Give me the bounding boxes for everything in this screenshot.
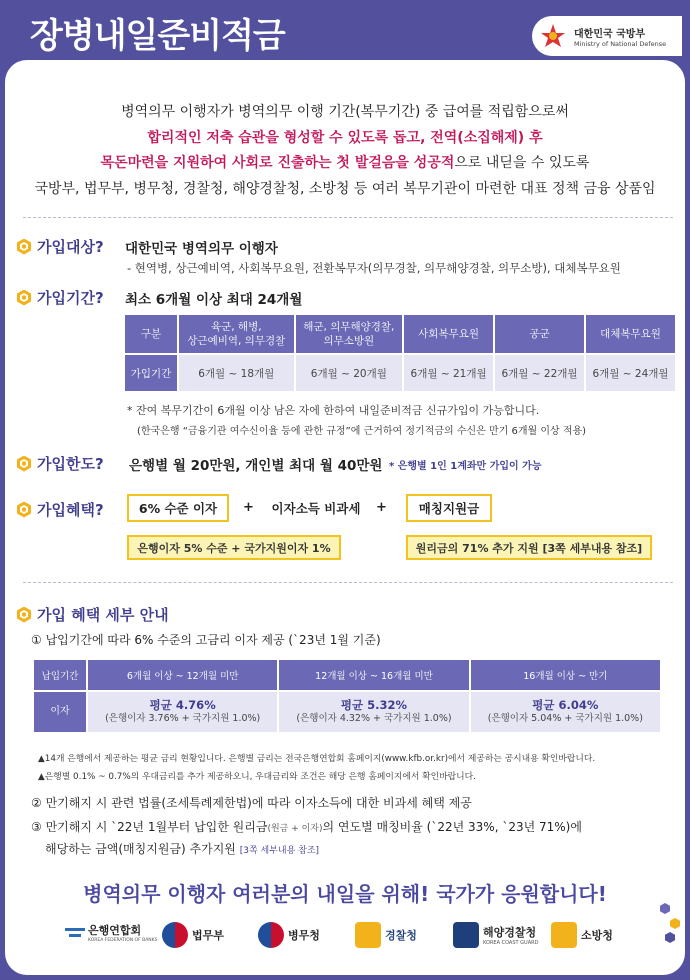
table-cell: 6개월 ~ 18개월 [179, 355, 294, 391]
coastguard-emblem-icon [453, 922, 479, 948]
intro-line-1: 병역의무 이행자가 병역의무 이행 기간(복무기간) 중 급여를 적립함으로써 [121, 104, 569, 120]
limit-note: * 은행별 1인 1계좌만 가입이 가능 [389, 461, 542, 472]
rate-breakdown: (은행이자 3.76% + 국가지원 1.0%) [105, 713, 261, 724]
partner-name: 경찰청 [385, 929, 417, 942]
details-item-3 [31, 818, 582, 835]
content-card [5, 60, 685, 975]
benefit-label: 가입혜택? [37, 501, 104, 519]
intro-line-3-highlight: 목돈마련을 지원하여 사회로 진출하는 첫 발걸음을 성공적 [100, 155, 455, 171]
limit-value: 은행별 월 20만원, 개인별 최대 월 40만원 [129, 458, 383, 474]
police-emblem-icon [355, 922, 381, 948]
eligibility-detail: - 현역병, 상근예비역, 사회복무요원, 전환복무자(의무경찰, 의무해양경찰, 의무소방), 대체복무요원 [127, 261, 621, 275]
benefit-heading [17, 499, 104, 520]
table-header: 납입기간 [34, 660, 86, 690]
ministry-logo [532, 16, 682, 56]
hexagon-bullet-icon [17, 290, 31, 306]
hexagon-bullet-icon [17, 456, 31, 472]
taegeuk-icon [258, 922, 284, 948]
details-item-2: ② 만기해지 시 관련 법률(조세특례제한법)에 따라 이자소득에 대한 비과세 혜택 제공 [31, 796, 472, 810]
table-row-label: 이자 [34, 692, 86, 732]
table-cell: 6개월 ~ 22개월 [495, 355, 584, 391]
period-value: 최소 6개월 이상 최대 24개월 [125, 292, 303, 308]
table-cell: 6개월 ~ 21개월 [404, 355, 493, 391]
avg-rate: 평균 5.32% [340, 698, 408, 712]
table-header: 육군, 해병, 상근예비역, 의무경찰 [179, 315, 294, 353]
table-row [34, 692, 660, 732]
avg-rate: 평균 4.76% [149, 698, 216, 712]
partner-name: 해양경찰청 [483, 926, 537, 939]
partner-name: 병무청 [288, 929, 320, 942]
partner-moj [162, 922, 224, 948]
rate-breakdown: (은행이자 5.04% + 국가지원 1.0%) [487, 713, 643, 724]
intro-line-4: 국방부, 법무부, 병무청, 경찰청, 해양경찰청, 소방청 등 여러 복무기관이 마련한 대표 정책 금융 상품임 [34, 180, 656, 197]
rate-breakdown: (은행이자 4.32% + 국가지원 1.0%) [296, 713, 452, 724]
ministry-name-en: Ministry of National Defense [574, 39, 667, 48]
details-item-3-cont [45, 840, 319, 857]
partner-logos [5, 922, 685, 960]
table-header: 공군 [495, 315, 584, 353]
table-row [125, 315, 675, 353]
page-title: 장병내일준비적금 [30, 16, 285, 56]
partner-name: 은행연합회 [88, 924, 142, 937]
benefit-box-matching: 매칭지원금 [406, 494, 492, 522]
taegeuk-icon [162, 922, 188, 948]
intro-line-3 [5, 151, 685, 177]
details-item-3b: 의 연도별 매칭비율 (`22년 33%, `23년 71%)에 [322, 820, 582, 834]
table-header: 12개월 이상 ~ 16개월 미만 [279, 660, 468, 690]
details-heading [17, 604, 169, 625]
benefit-sub-interest: 은행이자 5% 수준 + 국가지원이자 1% [127, 535, 341, 560]
partner-name-en: KOREA COAST GUARD [483, 940, 539, 946]
partner-name: 법무부 [192, 929, 224, 942]
table-cell [88, 692, 277, 732]
benefit-box-taxfree: 이자소득 비과세 [260, 494, 372, 522]
table-cell: 6개월 ~ 24개월 [586, 355, 675, 391]
slogan: 병역의무 이행자 여러분의 내일을 위해! 국가가 응원합니다! [83, 882, 607, 906]
table-header: 대체복무요원 [586, 315, 675, 353]
limit-heading [17, 453, 104, 474]
plus-sign: + [243, 500, 254, 515]
fire-agency-emblem-icon [551, 922, 577, 948]
partner-name: 소방청 [581, 929, 613, 942]
hexagon-bullet-icon [17, 239, 31, 255]
partner-police [355, 922, 417, 948]
period-note-1: * 잔여 복무기간이 6개월 이상 남은 자에 한하여 내일준비적금 신규가입이 가능합니다. [127, 404, 540, 417]
hexagon-bullet-icon [17, 502, 31, 518]
hexagon-bullet-icon [17, 607, 31, 623]
partner-coastguard [453, 922, 538, 948]
details-item-1: ① 납입기간에 따라 6% 수준의 고금리 이자 제공 (`23년 1월 기준) [31, 633, 381, 647]
table-cell [279, 692, 468, 732]
benefit-box-interest: 6% 수준 이자 [127, 494, 229, 522]
intro-text [5, 100, 685, 202]
table-header: 구분 [125, 315, 177, 353]
table-row [125, 355, 675, 391]
table-row-label: 가입기간 [125, 355, 177, 391]
eligibility-label: 가입대상? [37, 238, 104, 256]
kfb-logo-icon [65, 925, 85, 941]
table-header: 16개월 이상 ~ 만기 [471, 660, 660, 690]
details-note-2: ▲은행별 0.1% ~ 0.7%의 우대금리를 추가 제공하오니, 우대금리와 조건은 해당 은행 홈페이지에서 확인바랍니다. [38, 772, 476, 782]
period-heading [17, 287, 104, 308]
partner-name-en: KOREA FEDERATION OF BANKS [88, 938, 158, 943]
period-note-2: (한국은행 “금융기관 여수신이율 등에 관한 규정”에 근거하여 정기적금의 수신은 만기 6개월 이상 적용) [137, 426, 587, 437]
benefit-sub-matching: 원리금의 71% 추가 지원 [3쪽 세부내용 참조] [406, 535, 652, 560]
table-row [34, 660, 660, 690]
table-cell: 6개월 ~ 20개월 [296, 355, 403, 391]
plus-sign: + [376, 500, 387, 515]
table-header: 6개월 이상 ~ 12개월 미만 [88, 660, 277, 690]
period-table [123, 313, 677, 393]
divider [23, 217, 673, 218]
avg-rate: 평균 6.04% [532, 698, 599, 712]
partner-kfb [65, 922, 157, 943]
details-item-3-ref: [3쪽 세부내용 참조] [239, 846, 320, 856]
period-label: 가입기간? [37, 289, 104, 307]
eligibility-heading [17, 236, 104, 257]
details-item-3-small: (원금 + 이자) [267, 824, 323, 834]
interest-table [32, 658, 662, 734]
ministry-emblem-icon [540, 23, 566, 49]
eligibility-value: 대한민국 병역의무 이행자 [125, 241, 278, 257]
table-cell [471, 692, 660, 732]
intro-line-3-rest: 으로 내딛을 수 있도록 [454, 155, 590, 171]
divider [23, 582, 673, 583]
details-note-1: ▲14개 은행에서 제공하는 평균 금리 현황입니다. 은행별 금리는 전국은행연합회 홈페이지(www.kfb.or.kr)에서 제공하는 공시내용 확인바랍니다. [38, 754, 596, 764]
table-header: 해군, 의무해양경찰, 의무소방원 [296, 315, 403, 353]
details-label: 가입 혜택 세부 안내 [37, 606, 169, 624]
limit-label: 가입한도? [37, 455, 104, 473]
details-item-3c: 해당하는 금액(매칭지원금) 추가지원 [45, 842, 236, 856]
intro-line-2: 합리적인 저축 습관을 형성할 수 있도록 돕고, 전역(소집해제) 후 [147, 129, 543, 146]
ministry-name-ko: 대한민국 국방부 [574, 28, 646, 40]
partner-mma [258, 922, 320, 948]
partner-fire [551, 922, 613, 948]
details-item-3a: ③ 만기해지 시 `22년 1월부터 납입한 원리금 [31, 820, 268, 834]
table-header: 사회복무요원 [404, 315, 493, 353]
